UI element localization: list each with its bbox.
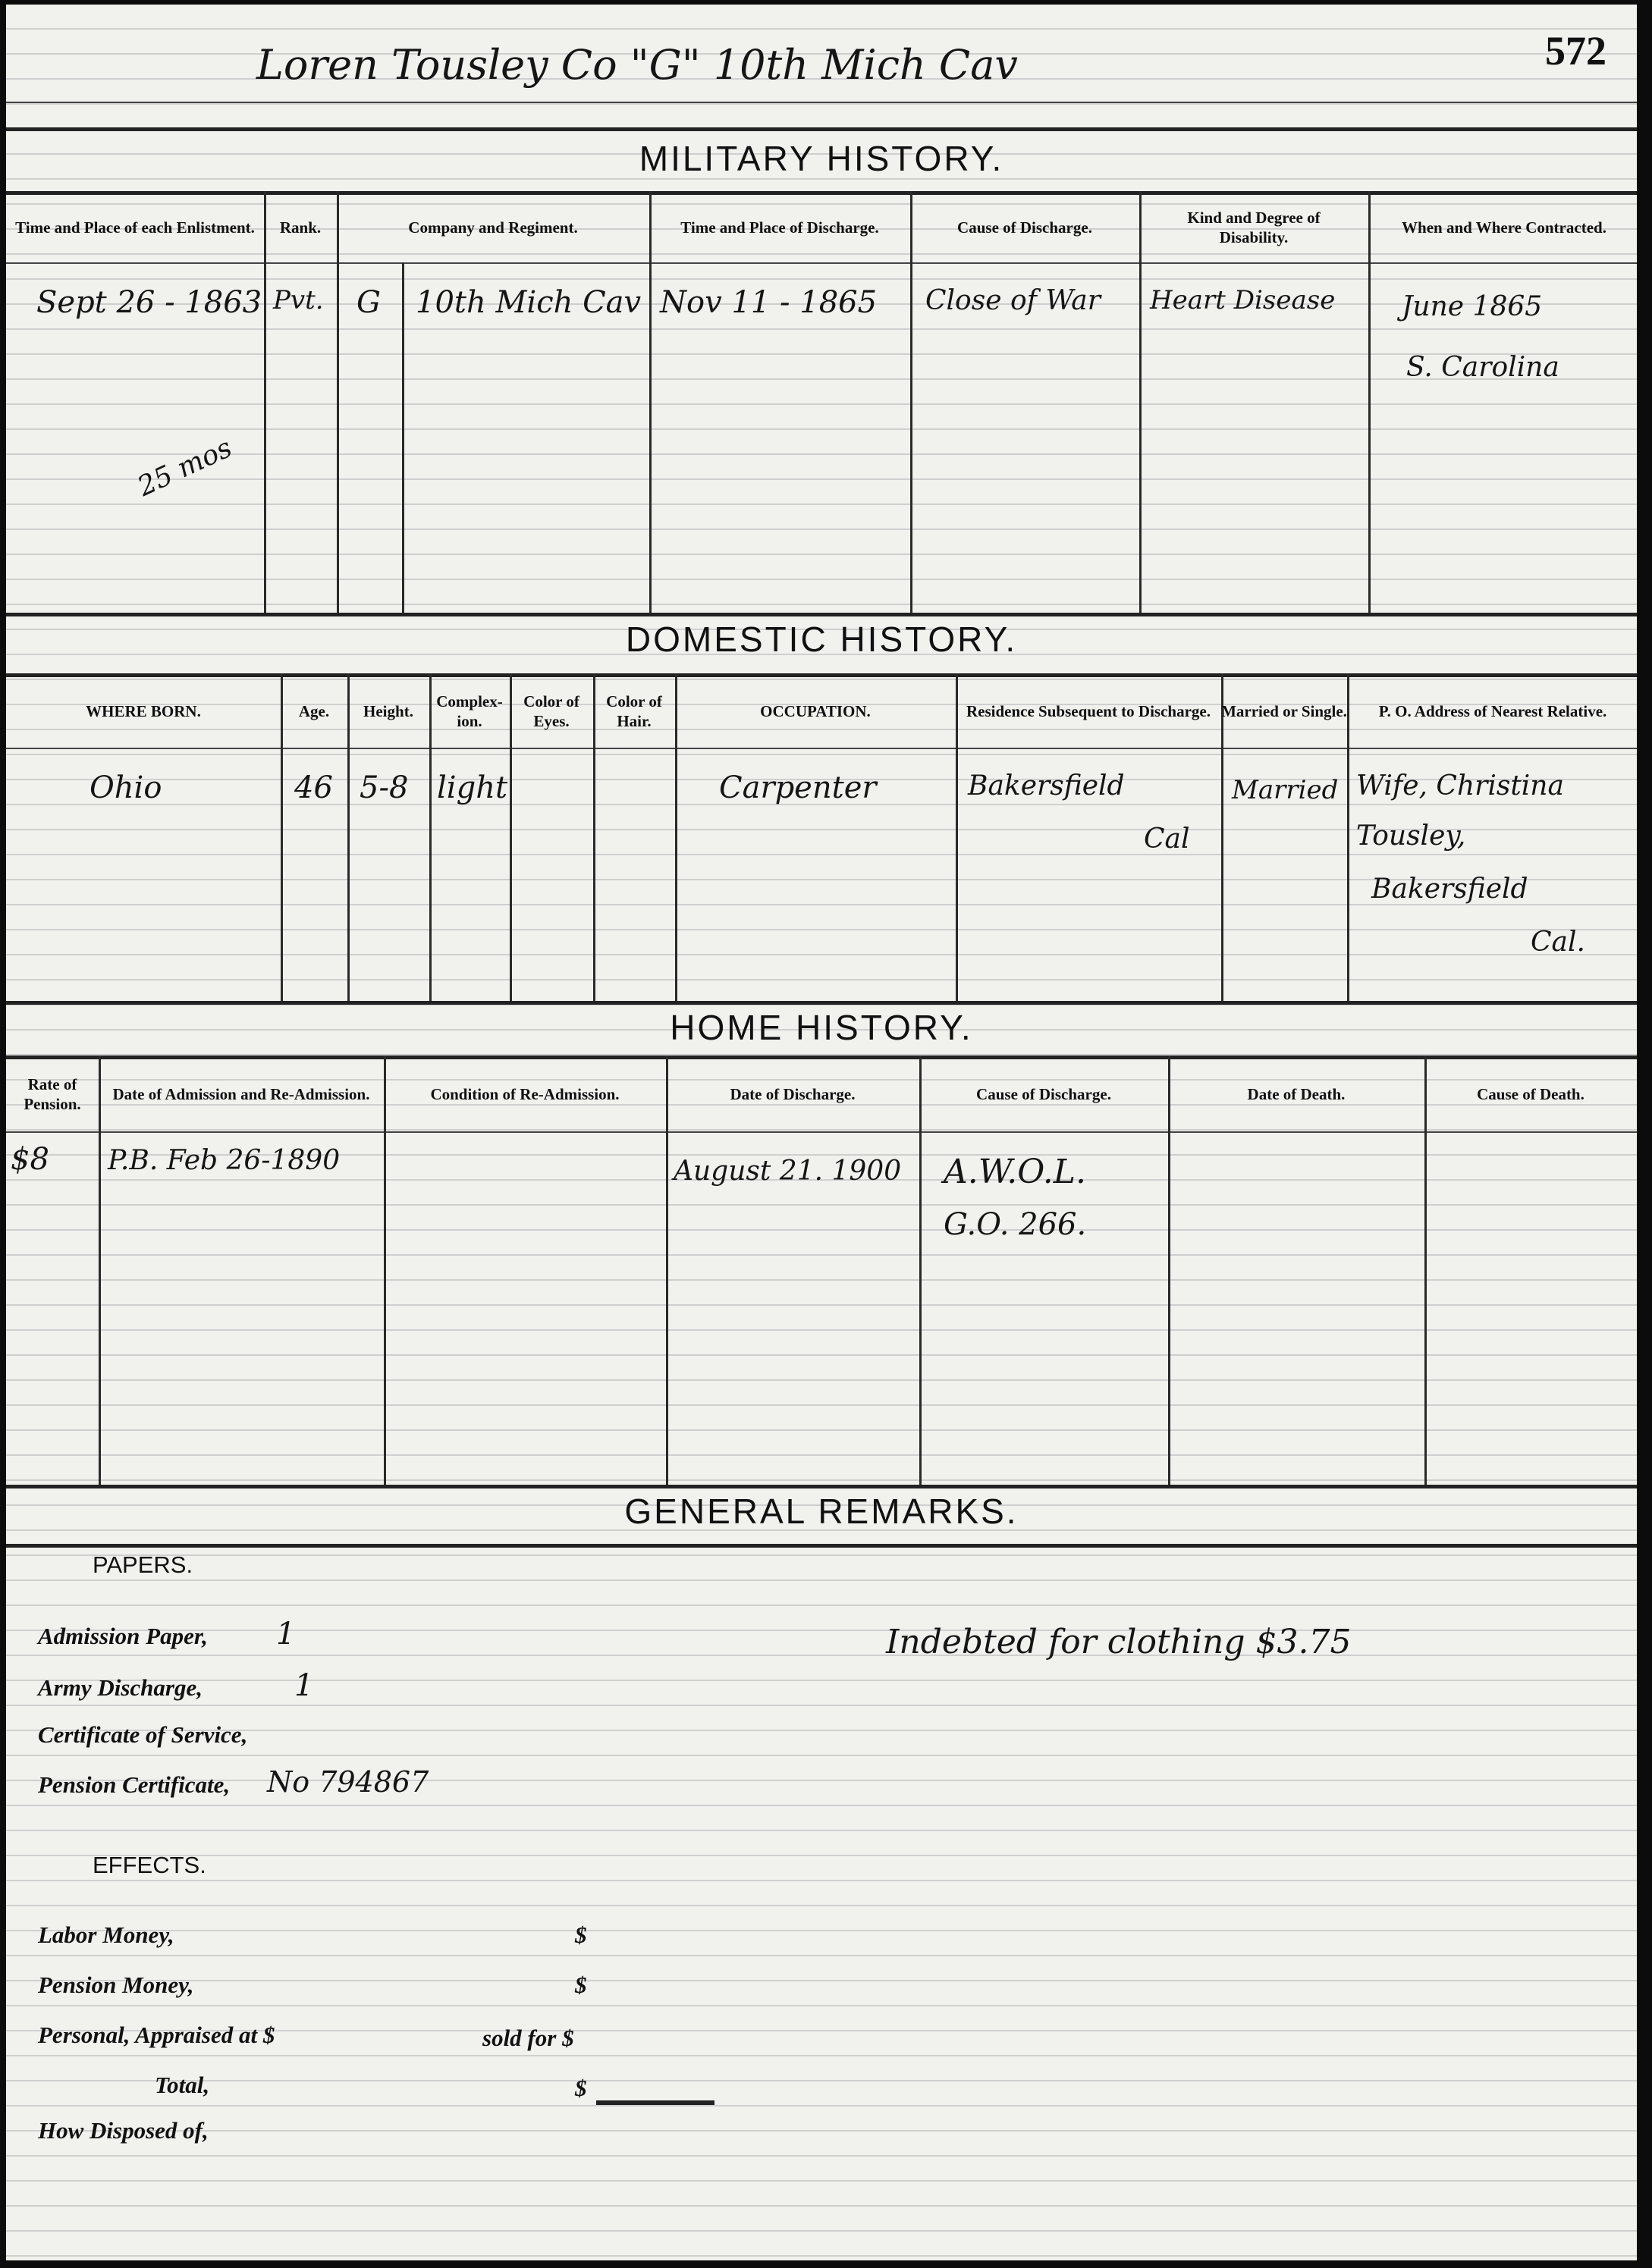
header-death-date: Date of Death.: [1247, 1085, 1346, 1103]
relative-line-4: Cal.: [1531, 927, 1585, 958]
how-disposed-label: How Disposed of,: [38, 2117, 209, 2144]
header-divider: [6, 102, 1637, 103]
relative-line-3: Bakersfield: [1371, 874, 1528, 905]
complexion-value: light: [437, 770, 508, 805]
rule: [6, 1544, 1637, 1548]
age-value: 46: [294, 770, 333, 805]
army-discharge-count: 1: [294, 1668, 314, 1703]
soldier-name-line: Loren Tousley Co "G" 10th Mich Cav: [256, 41, 1018, 89]
header-age: Age.: [298, 702, 330, 720]
home-discharge-date-value: August 21. 1900: [674, 1156, 902, 1187]
effects-title: EFFECTS.: [93, 1852, 206, 1878]
rule: [6, 748, 1637, 749]
header-enlistment: Time and Place of each Enlistment.: [15, 218, 255, 237]
army-discharge-label: Army Discharge,: [38, 1674, 203, 1701]
regiment-value: 10th Mich Cav: [416, 285, 642, 320]
header-contracted: When and Where Contracted.: [1402, 218, 1606, 237]
page-number: 572: [1545, 28, 1606, 74]
pension-certificate-label: Pension Certificate,: [38, 1771, 231, 1798]
column-divider: [649, 191, 652, 613]
discharge-cause-value: Close of War: [925, 285, 1101, 316]
total-underline: [596, 2100, 715, 2105]
height-value: 5-8: [360, 770, 409, 805]
header-discharge-date: Date of Discharge.: [730, 1085, 856, 1103]
clothing-note: Indebted for clothing $3.75: [886, 1623, 1352, 1661]
home-discharge-cause-2: G.O. 266.: [944, 1207, 1087, 1242]
relative-line-1: Wife, Christina: [1356, 770, 1564, 801]
header-occupation: OCCUPATION.: [760, 702, 871, 720]
header-residence: Residence Subsequent to Discharge.: [966, 702, 1211, 720]
header-discharge-time: Time and Place of Discharge.: [680, 218, 879, 237]
column-divider: [1368, 191, 1371, 613]
pension-rate-value: $8: [11, 1142, 49, 1177]
column-divider: [1139, 191, 1142, 613]
residence-state: Cal: [1144, 823, 1190, 855]
born-value: Ohio: [90, 770, 162, 805]
enlistment-date: Sept 26 - 1863: [36, 285, 262, 320]
company-value: G: [356, 285, 381, 320]
column-divider: [1347, 673, 1349, 1001]
rule: [6, 127, 1637, 131]
header-discharge-cause: Cause of Discharge.: [976, 1085, 1111, 1103]
header-condition: Condition of Re-Admission.: [430, 1085, 620, 1103]
pension-register-page: [6, 5, 1637, 2260]
contracted-when: June 1865: [1402, 291, 1543, 322]
labor-money-label: Labor Money,: [38, 1921, 174, 1948]
rank-value: Pvt.: [273, 285, 324, 315]
rule: [6, 1131, 1637, 1133]
service-length: 25 mos: [133, 432, 237, 503]
column-divider: [402, 262, 404, 613]
labor-money-dollar: $: [575, 1921, 587, 1948]
general-remarks-title: GENERAL REMARKS.: [624, 1492, 1019, 1531]
home-discharge-cause-1: A.W.O.L.: [944, 1153, 1086, 1191]
header-hair: Color of Hair.: [606, 692, 662, 730]
header-company: Company and Regiment.: [408, 218, 578, 237]
rule: [6, 1485, 1637, 1488]
domestic-history-title: DOMESTIC HISTORY.: [625, 620, 1018, 659]
home-history-title: HOME HISTORY.: [670, 1008, 973, 1047]
residence-city: Bakersfield: [968, 770, 1125, 801]
rule: [6, 1001, 1637, 1005]
total-dollar: $: [575, 2075, 587, 2101]
header-married: Married or Single.: [1221, 702, 1347, 720]
total-label: Total,: [155, 2072, 210, 2098]
pension-money-label: Pension Money,: [38, 1972, 194, 1998]
admission-paper-label: Admission Paper,: [38, 1623, 208, 1649]
rule: [6, 613, 1637, 616]
header-eyes: Color of Eyes.: [523, 692, 579, 730]
personal-appraised-label: Personal, Appraised at $: [38, 2022, 275, 2048]
pension-certificate-number: No 794867: [267, 1765, 429, 1799]
discharge-time-value: Nov 11 - 1865: [660, 285, 878, 320]
relative-line-2: Tousley,: [1356, 820, 1466, 852]
occupation-value: Carpenter: [719, 770, 877, 805]
column-divider: [956, 673, 958, 1001]
header-disability: Kind and Degree of Disability.: [1187, 209, 1321, 246]
header-rank: Rank.: [279, 218, 322, 237]
header-relative: P. O. Address of Nearest Relative.: [1378, 702, 1607, 720]
certificate-service-label: Certificate of Service,: [38, 1721, 248, 1748]
header-death-cause: Cause of Death.: [1477, 1085, 1584, 1103]
disability-value: Heart Disease: [1150, 285, 1336, 315]
rule: [6, 262, 1637, 264]
contracted-where: S. Carolina: [1406, 352, 1559, 383]
papers-title: PAPERS.: [93, 1551, 193, 1578]
header-pension: Rate of Pension.: [24, 1075, 81, 1113]
married-value: Married: [1232, 775, 1339, 805]
sold-for-label: sold for $: [482, 2025, 574, 2051]
header-admission: Date of Admission and Re-Admission.: [112, 1085, 370, 1103]
military-history-title: MILITARY HISTORY.: [639, 139, 1004, 178]
header-where-born: WHERE BORN.: [86, 702, 201, 720]
admission-date-value: P.B. Feb 26-1890: [108, 1145, 341, 1176]
header-height: Height.: [363, 702, 413, 720]
admission-paper-count: 1: [276, 1617, 296, 1652]
pension-money-dollar: $: [575, 1972, 587, 1998]
header-discharge-cause: Cause of Discharge.: [957, 218, 1092, 237]
header-complexion: Complex-ion.: [436, 692, 503, 730]
